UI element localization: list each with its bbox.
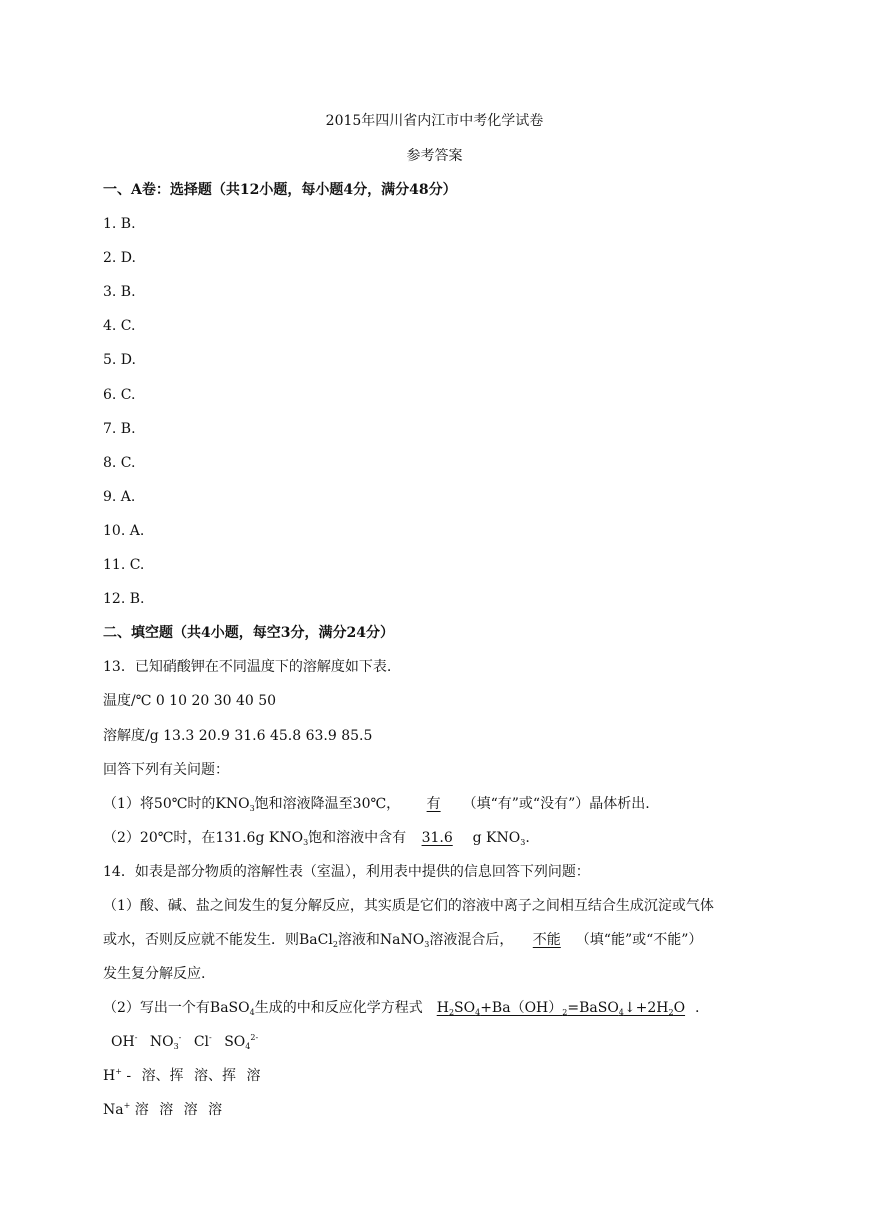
q14-part1-sub1: 2 [332,940,338,949]
q13-prompt: 回答下列有关问题： [103,762,229,778]
q14-part1-answer: 不能 [532,932,561,948]
answer-8: 8. C. [103,455,136,471]
answer-12: 12. B. [103,591,145,607]
header-so4: SO [224,1034,246,1050]
answer-2: 2. D. [103,250,136,266]
section1-heading: 一、A卷：选择题（共12小题，每小题4分，满分48分） [103,182,457,198]
q13-part1-answer: 有 [426,796,441,812]
q14-ans-sub5: 2 [668,1008,674,1017]
header-no3-sup: - [178,1033,182,1042]
q13-part1 [103,794,650,814]
header-oh: OH [111,1034,135,1050]
q14-part2-sub: 4 [249,1008,255,1017]
q14-part2-text-b: 生成的中和反应化学方程式 [254,1000,423,1016]
q13-solubility-row: 溶解度/g 13.3 20.9 31.6 45.8 63.9 85.5 [103,728,373,744]
q14-part1-sub2: 3 [424,940,430,949]
answer-9: 9. A. [103,489,136,505]
q14-ans-sub2: 4 [475,1008,481,1017]
q14-stem: 14．如表是部分物质的溶解性表（室温），利用表中提供的信息回答下列问题： [103,864,590,880]
row-h-ion: H [103,1068,116,1084]
q14-part2 [103,998,700,1018]
q13-part2-sub: 3 [303,838,309,847]
row-na-cell-no3: 溶 [159,1102,174,1118]
q13-part2-text-b: 饱和溶液中含有 [308,830,407,846]
q14-part2-answer [423,998,695,1018]
solubility-table-header [111,1032,258,1052]
q13-part2-sub2: 3 [520,838,526,847]
answer-3: 3. B. [103,284,136,300]
answer-4: 4. C. [103,318,136,334]
q13-part1-text-b: 饱和溶液降温至30℃， [254,796,401,812]
answer-1: 1. B. [103,216,136,232]
solubility-row-h [103,1066,266,1086]
q13-part2-answer: 31.6 [421,830,453,846]
q14-part1-text-a: 或水，否则反应就不能发生．则BaCl [103,932,333,948]
q14-part1-text-b: 溶液和NaNO [337,932,425,948]
q14-ans-o: O [673,1000,686,1016]
q14-ans-sub4: 4 [618,1008,624,1017]
row-h-cell-oh: - [126,1068,132,1084]
q14-part2-text-c: . [695,1000,700,1016]
answer-10: 10. A. [103,523,145,539]
q14-ans-sub3: 2 [562,1008,568,1017]
q14-part2-text-a: （2）写出一个有BaSO [103,1000,250,1016]
q13-temperature-row: 温度/℃ 0 10 20 30 40 50 [103,693,277,709]
q13-stem: 13．已知硝酸钾在不同温度下的溶解度如下表. [103,659,392,675]
q13-part2-text-d: . [525,830,530,846]
q14-part1-text-c: 溶液混合后， [429,932,514,948]
row-h-ion-sup: + [115,1067,122,1076]
row-h-cell-no3: 溶、挥 [141,1068,184,1084]
q14-ans-baoh: +Ba（OH） [480,1000,563,1016]
q14-part1-line2 [103,930,702,950]
q13-part1-sub: 3 [249,804,255,813]
row-na-cell-cl: 溶 [183,1102,198,1118]
header-cl-sup: - [209,1033,212,1042]
header-no3: NO [149,1034,174,1050]
row-na-ion: Na [103,1102,124,1118]
row-na-ion-sup: + [123,1101,131,1110]
header-cl: Cl [193,1034,210,1050]
q14-ans-baso: =BaSO [567,1000,619,1016]
q13-part2-text-c: g KNO [472,830,521,846]
row-na-cell-so4: 溶 [208,1102,223,1118]
section2-heading: 二、填空题（共4小题，每空3分，满分24分） [103,625,394,641]
answer-5: 5. D. [103,352,136,368]
answer-11: 11. C. [103,557,145,573]
answer-6: 6. C. [103,387,136,403]
header-so4-sub: 4 [245,1042,251,1051]
q14-ans-precip: ↓+2H [623,1000,669,1016]
q13-part1-text-a: （1）将50℃时的KNO [103,796,250,812]
row-h-cell-cl: 溶、挥 [194,1068,237,1084]
q13-part2 [103,828,530,848]
q14-ans-sub1: 2 [448,1008,455,1017]
header-no3-sub: 3 [173,1042,179,1051]
q14-ans-so: SO [454,1000,476,1016]
q14-ans-h: H [436,1000,449,1016]
q14-part1-line1: （1）酸、碱、盐之间发生的复分解反应，其实质是它们的溶液中离子之间相互结合生成沉淀或气体 [103,898,714,914]
row-h-cell-so4: 溶 [246,1068,261,1084]
q14-part1-line3: 发生复分解反应. [103,966,206,982]
document-title: 2015年四川省内江市中考化学试卷 [325,113,544,129]
solubility-row-na [103,1100,228,1120]
row-na-cell-oh: 溶 [134,1102,149,1118]
q13-part2-text-a: （2）20℃时，在131.6g KNO [103,830,304,846]
q14-part1-text-d: （填“能”或“不能”） [575,932,703,948]
header-so4-sup: 2- [250,1033,259,1042]
document-subtitle: 参考答案 [406,148,463,164]
q13-part1-text-c: （填“有”或“没有”）晶体析出. [462,796,650,812]
header-oh-sup: - [134,1033,138,1042]
answer-7: 7. B. [103,421,136,437]
